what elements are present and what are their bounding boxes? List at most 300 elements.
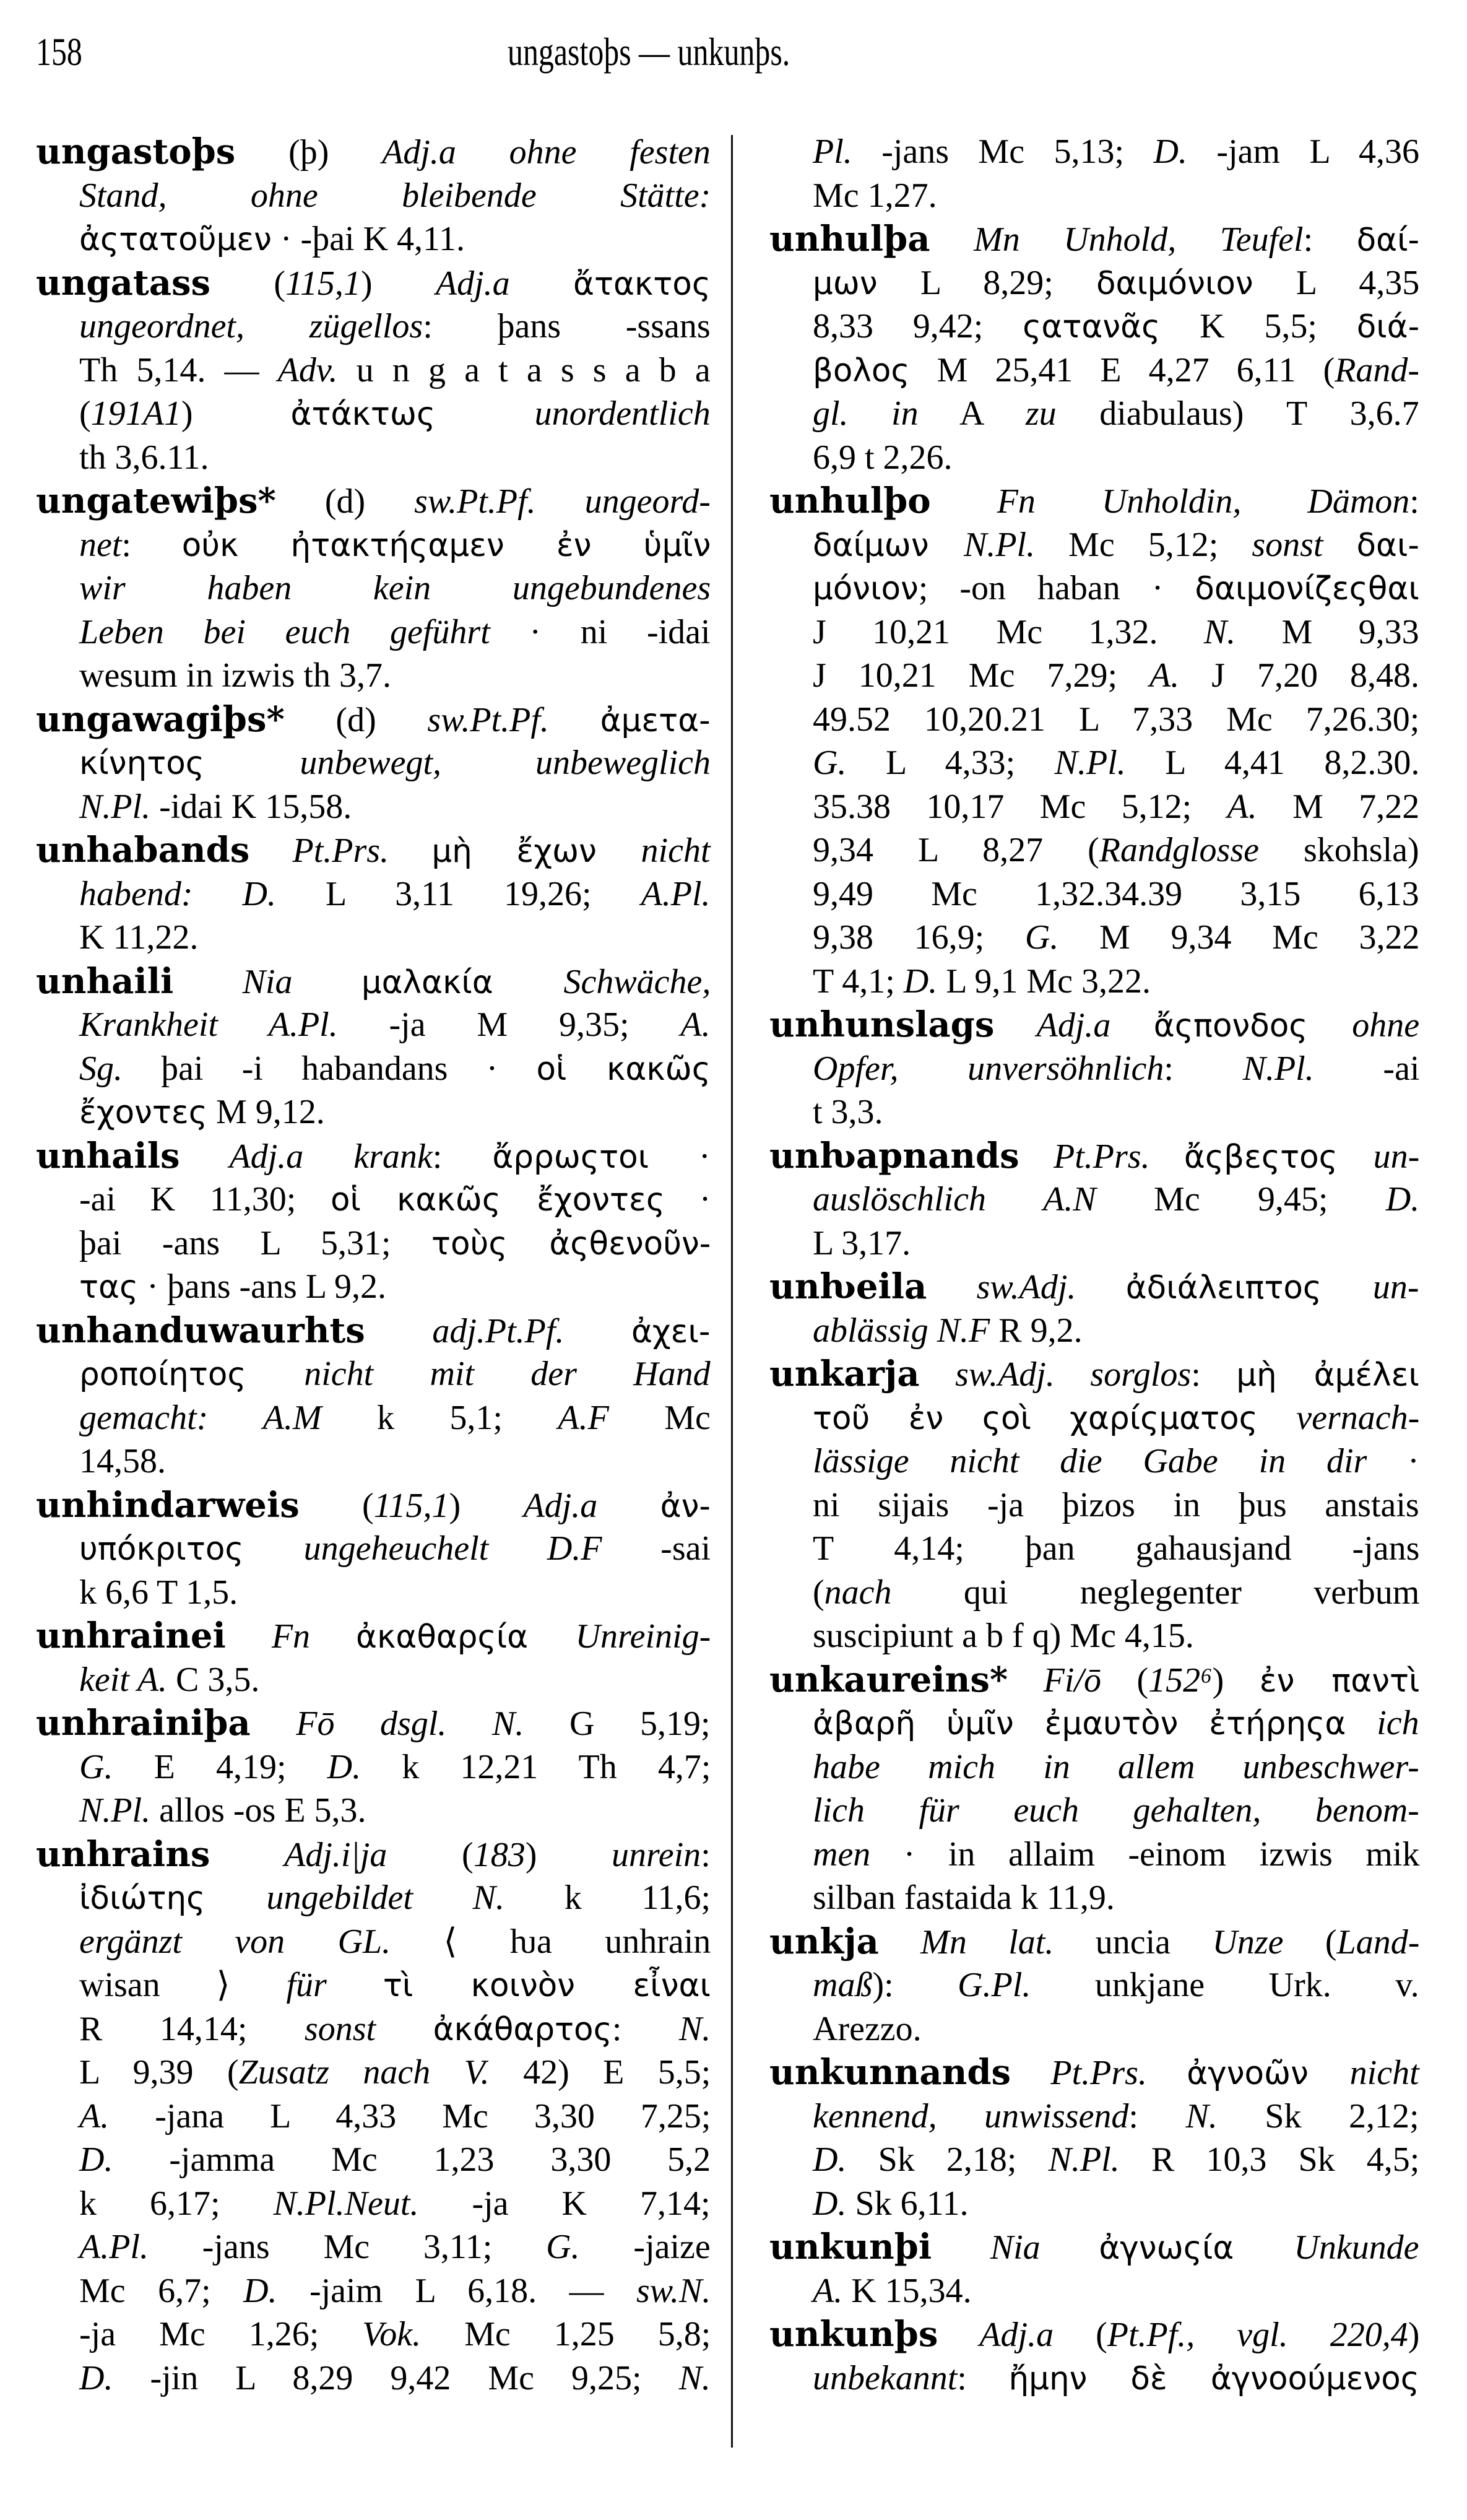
italic-gloss: A.Pl. [641, 874, 711, 913]
text-run: : [1409, 482, 1419, 521]
column-right [769, 130, 1419, 2400]
entry-line [813, 785, 1419, 829]
entry-line [813, 567, 1419, 610]
entry-line [813, 1745, 1419, 1789]
text-run: -jans Mc 5,13; [852, 133, 1154, 171]
entry-line [79, 2357, 711, 2401]
italic-gloss: Land- [1336, 1923, 1420, 1962]
entry-headline [36, 1484, 711, 1527]
entry-line [79, 1658, 711, 1702]
entry-line [813, 1178, 1419, 1222]
line-text [36, 479, 711, 524]
greek-text: ἄςπονδος [1153, 1007, 1352, 1045]
text-run: skohsla) [1259, 831, 1419, 869]
text-run: ) [449, 1486, 524, 1525]
entry-line [813, 698, 1419, 742]
entry-line [79, 1527, 711, 1571]
text-run: Mc 6,7; [79, 2271, 244, 2310]
italic-gloss: 115,1 [285, 264, 361, 303]
entry-line [813, 1396, 1419, 1440]
italic-gloss: sw.Adj. [927, 1268, 1126, 1306]
italic-gloss: A. [680, 1006, 711, 1044]
line-text [813, 1614, 1194, 1658]
text-run: ) [1212, 1661, 1260, 1700]
headword: ungastoþs [36, 131, 236, 172]
text-run: 42) E 5,5; [489, 2053, 711, 2092]
text-run: : [612, 2009, 679, 2048]
line-text [79, 2269, 711, 2313]
italic-gloss: ergänzt von GL. [79, 1922, 391, 1961]
line-text [813, 1789, 1419, 1833]
line-text [813, 2138, 1419, 2182]
entry-line [79, 1352, 711, 1396]
italic-gloss: 115,1 [373, 1486, 449, 1525]
italic-gloss: un- [1373, 1137, 1420, 1176]
greek-text: μόνιον [813, 570, 919, 607]
text-run: M 9,12. [207, 1093, 325, 1131]
italic-gloss: ich [1377, 1704, 1419, 1742]
entry-line [79, 2313, 711, 2357]
text-run: · in allaim -einom izwis mik [870, 1835, 1420, 1874]
italic-gloss: kennend, unwissend [813, 2096, 1129, 2135]
line-text [79, 392, 711, 437]
line-text [813, 698, 1419, 742]
text-run: ( [79, 394, 91, 433]
italic-gloss: Adj.a ohne festen [382, 133, 711, 172]
text-run: -ai [1313, 1049, 1420, 1088]
line-text [79, 1876, 711, 1921]
italic-gloss: G. [1024, 918, 1059, 957]
line-text [79, 1789, 366, 1833]
entry-line [79, 217, 711, 261]
italic-gloss: sw.N. [636, 2271, 711, 2310]
entry-headline [36, 261, 711, 305]
greek-text: δαί- [1356, 222, 1420, 259]
italic-gloss: ungebildet N. [266, 1879, 505, 1917]
line-text [769, 217, 1419, 263]
line-text [79, 1090, 325, 1135]
italic-gloss: gl. in [813, 394, 919, 433]
italic-gloss: Adj.i|ja [210, 1835, 387, 1874]
text-run: þai -ans L 5,31; [79, 1223, 431, 1262]
entry-line [813, 2138, 1419, 2182]
entry-line [813, 916, 1419, 960]
entry-line [813, 523, 1419, 567]
line-text [79, 2182, 711, 2226]
headword: unhanduwaurhts [36, 1310, 365, 1351]
line-text [36, 698, 711, 743]
italic-gloss: Randglosse [1099, 831, 1259, 869]
text-run: R 14,14; [79, 2009, 305, 2048]
headword: unkunnands [769, 2052, 1011, 2093]
text-run: M 7,22 [1257, 787, 1420, 826]
italic-gloss: Schwäche, [563, 962, 711, 1001]
italic-gloss: Pt.Prs. [1011, 2054, 1187, 2092]
line-text [79, 349, 711, 393]
line-text [36, 828, 711, 874]
italic-gloss: N.Pl. [1048, 2140, 1120, 2179]
line-text [769, 2225, 1419, 2270]
line-text [813, 916, 1419, 960]
italic-gloss: sw.Adj. sorglos [919, 1355, 1192, 1394]
line-text [79, 2007, 711, 2052]
text-run: K 15,34. [842, 2271, 972, 2310]
greek-text: ἄτακτος [573, 265, 711, 303]
text-run: ( [1283, 1923, 1337, 1962]
headword: unƕapnands [769, 1135, 1019, 1176]
text-run: ): [872, 1966, 958, 2004]
text-run: · [1367, 1442, 1419, 1480]
entry-line [813, 1527, 1419, 1571]
line-text [813, 1484, 1419, 1527]
entry-headline [36, 1614, 711, 1658]
headword: unkunþi [769, 2227, 932, 2267]
italic-gloss: auslöschlich A.N [813, 1180, 1096, 1219]
italic-gloss: Pl. [813, 133, 852, 171]
text-run: Sk 6,11. [846, 2184, 969, 2223]
italic-gloss: D. [79, 2140, 113, 2179]
text-run: : [1191, 1355, 1237, 1394]
entry-line [813, 1963, 1419, 2007]
greek-text: μαλακία [361, 963, 564, 1001]
headword: unhrains [36, 1833, 210, 1875]
greek-text: τὶ κοινὸν εἶναι [383, 1967, 711, 2004]
italic-gloss: nach [824, 1573, 892, 1612]
entry-line [813, 1876, 1419, 1920]
entry-line [79, 436, 711, 480]
headword: unkunþs [769, 2314, 938, 2355]
text-run: -jamma Mc 1,23 3,30 5,2 [113, 2140, 711, 2179]
italic-gloss: für [286, 1966, 383, 2004]
entry-headline [36, 479, 711, 523]
text-run: unkjane Urk. v. [1031, 1966, 1419, 2004]
italic-gloss: Sg. [79, 1049, 123, 1088]
italic-gloss: D. [903, 962, 938, 1001]
italic-gloss: habend: D. [79, 874, 276, 913]
entry-headline [769, 2051, 1419, 2095]
italic-gloss: Fō dsgl. N. [250, 1705, 524, 1743]
entry-line [813, 1440, 1419, 1484]
text-run: Mc 1,27. [813, 176, 937, 215]
text-run: 8,33 9,42; [813, 307, 1023, 345]
entry-line [79, 1047, 711, 1091]
text-run: -idai K 15,58. [150, 787, 352, 826]
greek-text: δαίμων [813, 526, 964, 564]
entry-line [79, 1178, 711, 1222]
italic-gloss: D. [813, 2140, 847, 2179]
greek-text: οἱ κακῶς [536, 1050, 711, 1088]
text-run: -jana L 4,33 Mc 3,30 7,25; [109, 2096, 711, 2135]
text-run: -ja M 9,35; [337, 1006, 681, 1044]
greek-text: ἤμην δὲ ἀγνοούμενος [1008, 2360, 1420, 2397]
italic-gloss: Nia [173, 962, 361, 1001]
italic-gloss: N.Pl. [79, 787, 151, 826]
italic-gloss: unbewegt, unbeweglich [300, 744, 711, 782]
italic-gloss: D. [327, 1747, 361, 1786]
text-run: C 3,5. [167, 1660, 260, 1699]
italic-gloss: Rand- [1335, 350, 1420, 389]
line-text [813, 610, 1419, 654]
italic-gloss: unrein [612, 1835, 701, 1874]
entry-headline [36, 1833, 711, 1877]
greek-text: ἀκάθαρτος [433, 2010, 612, 2048]
text-run: k 12,21 Th 4,7; [361, 1747, 711, 1786]
entry-line [813, 960, 1419, 1004]
headword: ungatass [36, 262, 211, 303]
entry-line [79, 872, 711, 916]
italic-gloss: Stand, ohne bleibende Stätte: [79, 176, 711, 215]
italic-gloss: Nia [932, 2228, 1099, 2267]
greek-text: μων [813, 264, 878, 302]
headword: unkja [769, 1921, 879, 1962]
italic-gloss: D. [243, 2271, 277, 2310]
greek-text: τοῦ ἐν ςοὶ χαρίςματος [813, 1399, 1297, 1437]
text-run: ; -on haban · [918, 569, 1195, 607]
italic-gloss: N.Pl. [79, 1791, 151, 1830]
line-text [79, 872, 711, 916]
text-run: k 11,6; [504, 1879, 711, 1917]
italic-gloss: vernach- [1296, 1398, 1420, 1437]
entry-line [79, 2138, 711, 2182]
line-text [813, 785, 1419, 829]
entry-line [79, 1265, 711, 1309]
line-text [813, 741, 1419, 785]
line-text [813, 1090, 883, 1134]
line-text [79, 1003, 711, 1047]
headword: unhulþa [769, 219, 930, 259]
text-run: 6,9 t 2,26. [813, 438, 953, 477]
line-text [813, 2269, 972, 2313]
text-run: R 10,3 Sk 4,5; [1119, 2140, 1420, 2179]
text-run: G 5,19; [524, 1705, 711, 1743]
text-run: ) [360, 264, 436, 303]
italic-gloss: N. [1185, 2096, 1218, 2135]
text-run: M 25,41 E 4,27 6,11 ( [909, 350, 1335, 389]
italic-gloss: sw.Pt.Pf. [427, 700, 600, 739]
line-text [813, 1222, 911, 1266]
entry-headline [36, 1309, 711, 1353]
headword: unƕeila [769, 1266, 927, 1307]
line-text [79, 1527, 711, 1571]
text-run: ⟨ ƕa unhrain [391, 1922, 711, 1961]
line-text [79, 785, 352, 829]
entry-line [813, 1833, 1419, 1877]
line-text [36, 960, 711, 1005]
line-text [79, 1265, 386, 1310]
italic-gloss: maß [813, 1966, 873, 2004]
text-run: þai -i habandans · [123, 1049, 537, 1088]
text-run: K 5,5; [1160, 307, 1357, 345]
entry-headline [769, 1920, 1419, 1964]
headword: unhulþo [769, 480, 931, 521]
entry-headline [769, 1352, 1419, 1396]
entry-line [813, 305, 1419, 349]
text-run: Mc 1,25 5,8; [421, 2315, 711, 2353]
entry-line [79, 2007, 711, 2051]
text-run: 35.38 10,17 Mc 5,12; [813, 787, 1227, 826]
greek-text: ἀςτατοῦμεν [79, 221, 272, 258]
line-text [813, 654, 1419, 698]
italic-gloss: adj.Pt.Pf. [365, 1311, 631, 1350]
italic-gloss: A. [79, 2096, 110, 2135]
text-run: · þans -ans L 9,2. [138, 1267, 386, 1306]
greek-text: μὴ ἔχων [431, 833, 641, 870]
italic-gloss: habe mich in allem unbeschwer- [813, 1747, 1419, 1786]
text-run: 14,58. [79, 1442, 166, 1480]
text-run: ni sijais -ja þizos in þus anstais [813, 1485, 1419, 1524]
text-run: · [665, 1180, 711, 1219]
line-text [769, 2313, 1419, 2357]
text-run: · [649, 1137, 711, 1176]
entry-line [79, 1396, 711, 1440]
italic-gloss: N.Pl. [1242, 1049, 1314, 1088]
entry-line [813, 174, 1419, 218]
column-left [36, 130, 711, 2400]
line-text [813, 1701, 1419, 1746]
line-text [813, 960, 1151, 1004]
line-text [813, 2095, 1419, 2139]
line-text [813, 392, 1419, 436]
italic-gloss: D. [1385, 1180, 1420, 1219]
entry-line [79, 2095, 711, 2139]
text-run: R 9,2. [990, 1311, 1083, 1350]
line-text [79, 1352, 711, 1397]
entry-headline [36, 130, 711, 174]
italic-gloss: 152⁶ [1148, 1661, 1213, 1700]
line-text [79, 1222, 711, 1266]
text-run: -jin L 8,29 9,42 Mc 9,25; [113, 2358, 679, 2397]
entry-headline [769, 1658, 1419, 1702]
text-run: diabulaus) T 3,6.7 [1056, 394, 1419, 433]
entry-line [813, 349, 1419, 393]
text-run: wisan ⟩ [79, 1966, 287, 2004]
entry-line [79, 1920, 711, 1964]
italic-gloss: zu [1025, 394, 1057, 433]
line-text [79, 305, 711, 349]
entry-line [79, 1003, 711, 1047]
italic-gloss: Fi/ō [1008, 1661, 1101, 1700]
headword: ungawagiþs* [36, 698, 285, 740]
italic-gloss: net [79, 525, 122, 564]
italic-gloss: A.Pl. [79, 2228, 149, 2266]
italic-gloss: ungeheuchelt D.F [303, 1529, 602, 1568]
line-text [79, 2095, 711, 2139]
entry-line [79, 2225, 711, 2269]
text-run: Sk 2,12; [1217, 2096, 1419, 2135]
text-run: 49.52 10,20.21 L 7,33 Mc 7,26.30; [813, 700, 1420, 739]
italic-gloss: G. [546, 2228, 580, 2266]
text-run: t 3,3. [813, 1093, 883, 1131]
line-text [813, 436, 953, 480]
text-run: Th 5,14. — [79, 350, 278, 389]
text-run: : [957, 2358, 1009, 2397]
italic-gloss: A. [1227, 787, 1257, 826]
text-run: (þ) [235, 133, 383, 172]
text-run: · -þai K 4,11. [271, 220, 465, 258]
greek-text: ἀτάκτως [290, 396, 535, 433]
text-run: : [1128, 2096, 1186, 2135]
entry-line [79, 1440, 711, 1484]
text-run: L 4,41 8,2.30. [1125, 744, 1420, 782]
italic-gloss: sonst [304, 2009, 433, 2048]
headword: ungatewiþs* [36, 480, 276, 521]
line-text [813, 1745, 1419, 1789]
line-text [813, 174, 937, 218]
italic-gloss: N. [678, 2009, 711, 2048]
italic-gloss: keit A. [79, 1660, 168, 1699]
entry-line [79, 2051, 711, 2095]
italic-gloss: unbekannt [813, 2358, 958, 2397]
italic-gloss: Pt.Prs. [1019, 1137, 1184, 1176]
text-run: ( [1054, 2316, 1107, 2354]
text-run: M 9,33 [1235, 612, 1419, 651]
line-text [36, 1833, 711, 1877]
italic-gloss: Pt.Pf., vgl. 220,4 [1107, 2316, 1408, 2354]
italic-gloss: ablässig N.F [813, 1311, 990, 1350]
line-text [813, 1178, 1419, 1222]
line-text [36, 1484, 711, 1529]
entry-line [813, 2357, 1419, 2401]
entry-line [813, 436, 1419, 480]
entry-line [813, 1571, 1419, 1615]
greek-text: ἀχει- [631, 1313, 711, 1350]
text-run: 9,49 Mc 1,32.34.39 3,15 6,13 [813, 874, 1419, 913]
italic-gloss: 191A1 [90, 394, 181, 433]
headword: unhabands [36, 830, 250, 871]
greek-text: ἀγνωςία [1099, 2230, 1294, 2267]
italic-gloss: sonst [1252, 525, 1357, 564]
headword: unhrainei [36, 1615, 226, 1656]
text-run: L 3,11 19,26; [275, 874, 641, 913]
text-run: L 4,35 [1253, 263, 1420, 302]
text-run: : [701, 1835, 711, 1874]
line-text [813, 130, 1419, 174]
italic-gloss: N.Pl. [963, 525, 1036, 564]
headword: unkarja [769, 1353, 920, 1394]
text-run: J 7,20 8,48. [1179, 656, 1420, 695]
text-run: k 6,17; [79, 2184, 274, 2223]
line-text [813, 349, 1419, 393]
column-divider [731, 135, 733, 2448]
text-run: k 6,6 T 1,5. [79, 1573, 238, 1612]
italic-gloss: N.Pl. [1054, 744, 1126, 782]
line-text [79, 436, 209, 480]
italic-gloss: Fn Unholdin, Dämon [930, 482, 1410, 521]
entry-line [813, 2269, 1419, 2313]
text-run: Mc [608, 1398, 711, 1437]
entry-line [79, 654, 711, 698]
italic-gloss: Adj.a [994, 1006, 1154, 1045]
text-run: T 4,1; [813, 962, 904, 1001]
text-run: -sai [602, 1529, 711, 1568]
entry-headline [769, 1134, 1419, 1178]
italic-gloss: Adj.a [435, 264, 573, 303]
entry-headline [36, 828, 711, 872]
italic-gloss: A. [813, 2271, 843, 2310]
entry-line [79, 349, 711, 393]
text-run: Arezzo. [813, 2009, 922, 2048]
line-text [769, 479, 1419, 524]
text-run: ) [525, 1835, 612, 1874]
entry-line [813, 2182, 1419, 2226]
italic-gloss: ohne [1352, 1006, 1420, 1045]
text-run: th 3,6.11. [79, 438, 209, 477]
headword: unhunslags [769, 1004, 995, 1045]
text-run: · ni -idai [490, 612, 711, 651]
entry-line [79, 567, 711, 610]
line-text [79, 1396, 711, 1440]
italic-gloss: sw.Pt.Pf. ungeord- [414, 482, 711, 521]
